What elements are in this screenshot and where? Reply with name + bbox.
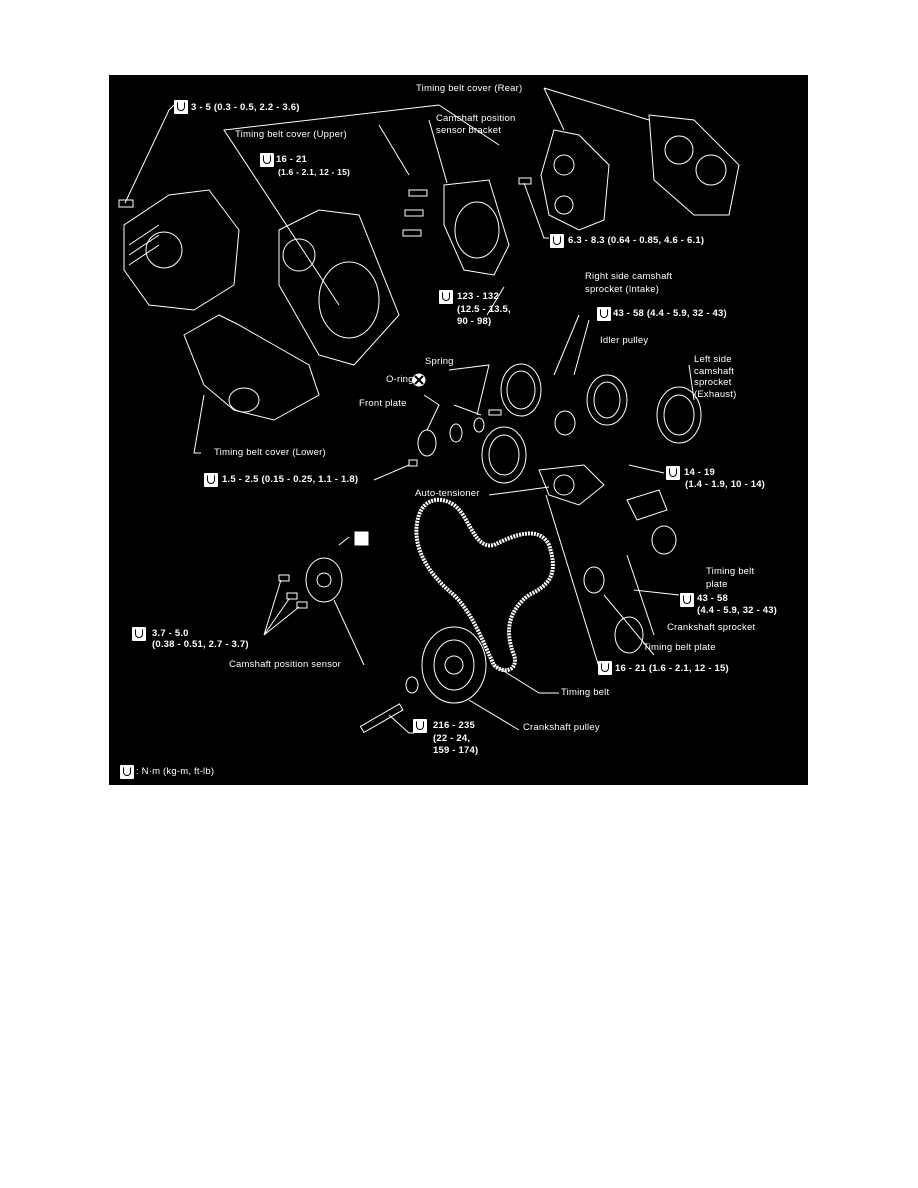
- label-timing-belt-cover-upper: Timing belt cover (Upper): [235, 129, 347, 140]
- label-o-ring: O-ring: [386, 374, 414, 385]
- label-crankshaft-pulley: Crankshaft pulley: [523, 722, 600, 733]
- label-timing-belt-plate: plate: [706, 579, 728, 590]
- label-crankshaft-sprocket: Crankshaft sprocket: [667, 622, 756, 633]
- label-timing-belt-plate: Timing belt: [706, 566, 755, 577]
- torque-spec: (1.6 - 2.1, 12 - 15): [278, 167, 351, 177]
- label-left-sprocket: (Exhaust): [694, 389, 737, 400]
- timing-belt-exploded-diagram: [109, 75, 808, 785]
- label-cps-bracket: Camshaft position: [436, 113, 516, 124]
- label-right-sprocket: sprocket (Intake): [585, 284, 660, 295]
- label-camshaft-position-sensor: Camshaft position sensor: [229, 659, 341, 670]
- torque-wrench-icon: [260, 153, 274, 167]
- torque-wrench-icon: [120, 765, 134, 779]
- torque-spec: (4.4 - 5.9, 32 - 43): [697, 605, 778, 616]
- label-left-sprocket: Left side: [694, 354, 732, 365]
- torque-spec: (22 - 24,: [433, 733, 471, 744]
- torque-wrench-icon: [666, 466, 680, 480]
- torque-wrench-icon: [174, 100, 188, 114]
- torque-spec: 3.7 - 5.0: [152, 628, 189, 639]
- torque-spec: 159 - 174): [433, 745, 479, 756]
- label-cps-bracket: sensor bracket: [436, 125, 502, 136]
- torque-spec: 3 - 5 (0.3 - 0.5, 2.2 - 3.6): [191, 102, 300, 113]
- label-left-sprocket: sprocket: [694, 377, 732, 388]
- torque-spec: 16 - 21: [276, 154, 307, 165]
- torque-spec: 16 - 21 (1.6 - 2.1, 12 - 15): [615, 663, 729, 674]
- legend-units: : N·m (kg-m, ft-lb): [136, 766, 215, 777]
- crankshaft-pulley: [422, 627, 486, 703]
- torque-spec: 43 - 58 (4.4 - 5.9, 32 - 43): [613, 308, 727, 319]
- label-timing-belt-plate: Timing belt plate: [643, 642, 716, 653]
- timing-belt-cover-upper: [279, 210, 399, 365]
- torque-spec: 216 - 235: [433, 720, 475, 731]
- label-front-plate: Front plate: [359, 398, 407, 409]
- torque-spec: 1.5 - 2.5 (0.15 - 0.25, 1.1 - 1.8): [222, 474, 359, 485]
- torque-spec: (12.5 - 13.5,: [457, 304, 511, 315]
- label-left-sprocket: camshaft: [694, 366, 735, 377]
- torque-wrench-icon: [132, 627, 146, 641]
- torque-wrench-icon: [439, 290, 453, 304]
- torque-wrench-icon: [413, 719, 427, 733]
- camshaft-position-sensor: [306, 558, 342, 602]
- torque-wrench-icon: [680, 593, 694, 607]
- torque-spec: (1.4 - 1.9, 10 - 14): [685, 479, 766, 490]
- auto-tensioner: [539, 465, 604, 505]
- label-timing-belt: Timing belt: [561, 687, 610, 698]
- torque-spec: (0.38 - 0.51, 2.7 - 3.7): [152, 639, 249, 650]
- timing-belt-cover-lower: [184, 315, 319, 420]
- label-auto-tensioner: Auto-tensioner: [415, 488, 480, 499]
- torque-spec: 123 - 132: [457, 291, 499, 302]
- label-spring: Spring: [425, 356, 454, 367]
- torque-spec: 90 - 98): [457, 316, 492, 327]
- timing-belt: [416, 500, 553, 670]
- torque-spec: 14 - 19: [684, 467, 715, 478]
- label-timing-belt-cover-lower: Timing belt cover (Lower): [214, 447, 326, 458]
- label-idler-pulley: Idler pulley: [600, 335, 649, 346]
- torque-wrench-icon: [597, 307, 611, 321]
- torque-wrench-icon: [204, 473, 218, 487]
- timing-belt-cover-rear-left: [541, 130, 609, 230]
- label-timing-belt-cover-rear: Timing belt cover (Rear): [416, 83, 523, 94]
- bolts-upper: [119, 178, 531, 236]
- torque-spec: 43 - 58: [697, 593, 728, 604]
- torque-wrench-icon: [598, 661, 612, 675]
- torque-wrench-icon: [550, 234, 564, 248]
- label-right-sprocket: Right side camshaft: [585, 271, 673, 282]
- torque-spec: 6.3 - 8.3 (0.64 - 0.85, 4.6 - 6.1): [568, 235, 705, 246]
- diagram-artwork: [109, 75, 808, 785]
